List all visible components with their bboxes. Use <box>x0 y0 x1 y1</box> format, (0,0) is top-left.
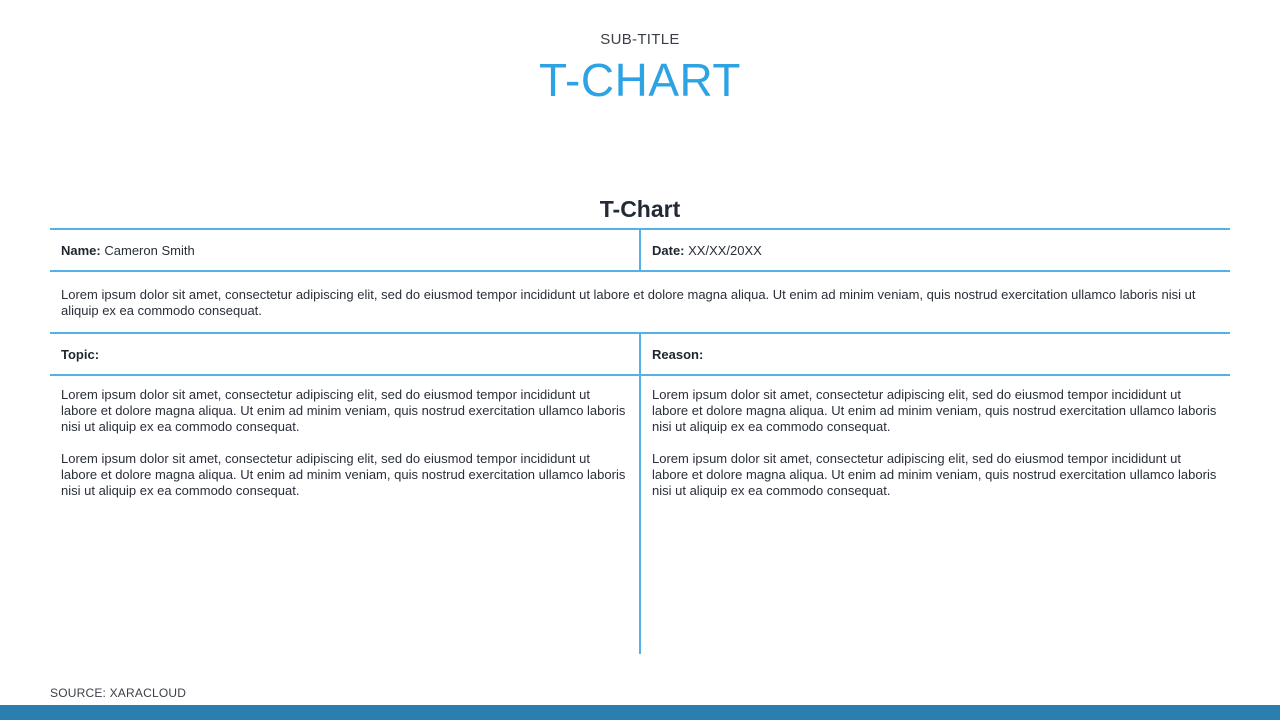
name-label: Name: <box>61 243 101 258</box>
topic-paragraph: Lorem ipsum dolor sit amet, consectetur adipiscing elit, sed do eiusmod tempor incididunt ut labore et dolore magna aliqua. Ut enim ad minim veniam, quis nostrud exercitation ullamco laboris nisi ut aliquip ex ea commodo consequat. <box>61 387 626 434</box>
topic-paragraph: Lorem ipsum dolor sit amet, consectetur adipiscing elit, sed do eiusmod tempor incididunt ut labore et dolore magna aliqua. Ut enim ad minim veniam, quis nostrud exercitation ullamco laboris nisi ut aliquip ex ea commodo consequat. <box>61 451 626 498</box>
reason-paragraph: Lorem ipsum dolor sit amet, consectetur adipiscing elit, sed do eiusmod tempor incididunt ut labore et dolore magna aliqua. Ut enim ad minim veniam, quis nostrud exercitation ullamco laboris nisi ut aliquip ex ea commodo consequat. <box>652 451 1217 498</box>
name-cell <box>61 243 195 259</box>
date-cell <box>652 243 762 259</box>
date-value: XX/XX/20XX <box>688 243 762 258</box>
table-title: T-Chart <box>599 196 681 222</box>
intro-paragraph: Lorem ipsum dolor sit amet, consectetur adipiscing elit, sed do eiusmod tempor incididunt ut labore et dolore magna aliqua. Ut enim ad minim veniam, quis nostrud exercitation ullamco laboris nisi ut aliquip ex ea commodo consequat. <box>61 287 1196 318</box>
reason-header: Reason: <box>652 347 704 362</box>
topic-header: Topic: <box>61 347 100 362</box>
footer-bar <box>0 705 1280 720</box>
date-label: Date: <box>652 243 685 258</box>
source-note: SOURCE: XARACLOUD <box>50 686 187 700</box>
page-subtitle: SUB-TITLE <box>600 31 680 48</box>
t-chart-center-divider <box>639 333 641 654</box>
page-title: T-CHART <box>539 54 741 106</box>
reason-paragraph: Lorem ipsum dolor sit amet, consectetur adipiscing elit, sed do eiusmod tempor incididunt ut labore et dolore magna aliqua. Ut enim ad minim veniam, quis nostrud exercitation ullamco laboris nisi ut aliquip ex ea commodo consequat. <box>652 387 1217 434</box>
name-row-divider <box>639 229 641 271</box>
name-value: Cameron Smith <box>104 243 195 258</box>
